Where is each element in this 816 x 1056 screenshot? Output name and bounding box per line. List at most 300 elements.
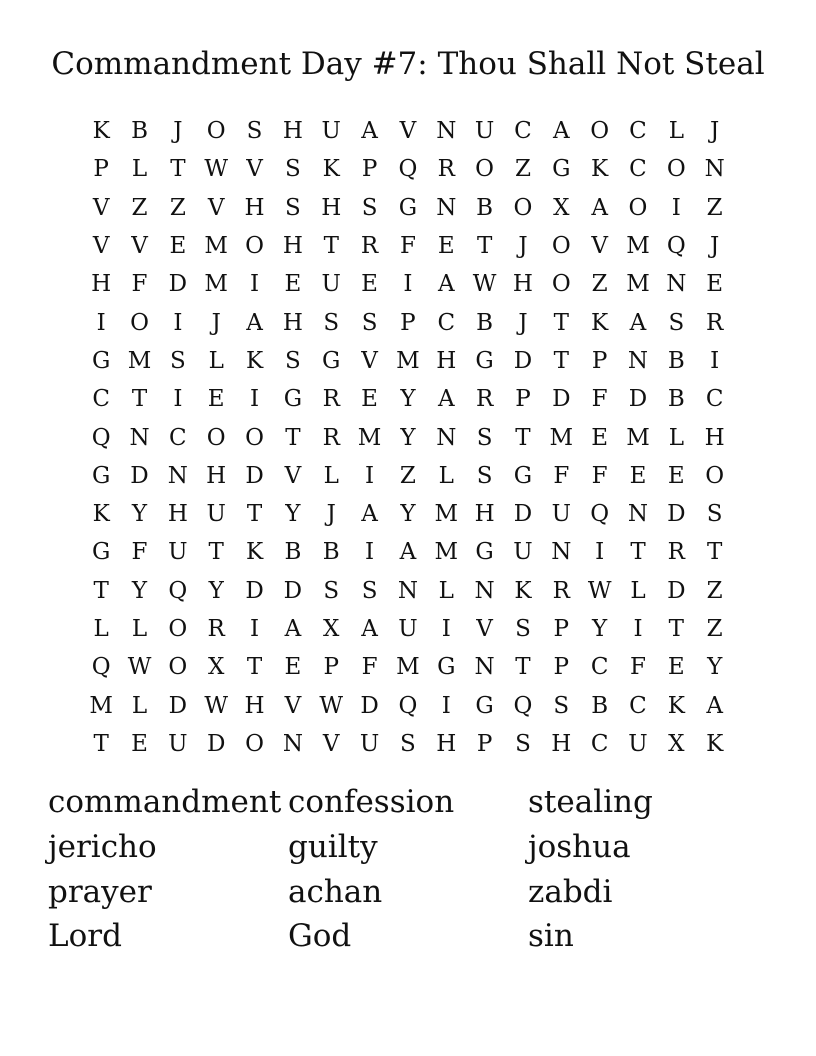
grid-letter: C — [437, 309, 456, 336]
grid-letter: A — [552, 118, 570, 145]
grid-letter: C — [705, 386, 724, 413]
grid-letter: D — [245, 577, 264, 604]
grid-letter: P — [553, 616, 570, 642]
grid-letter: S — [169, 347, 186, 374]
grid-letter: A — [399, 539, 417, 566]
grid-letter: T — [246, 501, 263, 528]
grid-letter: L — [208, 347, 224, 374]
grid-letter: V — [207, 194, 225, 221]
grid-letter: U — [321, 271, 341, 298]
grid-letter: I — [173, 386, 183, 413]
grid-row — [82, 495, 734, 533]
grid-letter: T — [553, 309, 569, 336]
grid-letter: C — [629, 118, 647, 145]
grid-letter: T — [323, 233, 339, 260]
grid-row — [82, 342, 734, 380]
grid-letter: W — [319, 692, 344, 719]
grid-letter: W — [587, 577, 612, 604]
grid-letter: Y — [400, 501, 416, 528]
grid-letter: G — [322, 347, 341, 374]
grid-letter: Z — [706, 616, 723, 642]
grid-letter: N — [627, 501, 649, 528]
grid-letter: M — [626, 424, 650, 451]
grid-letter: A — [361, 616, 378, 642]
grid-letter: O — [245, 730, 264, 757]
grid-letter: M — [434, 501, 459, 528]
grid-letter: S — [553, 692, 570, 719]
grid-letter: T — [131, 386, 148, 413]
grid-letter: U — [206, 501, 226, 528]
grid-letter: C — [169, 424, 187, 451]
grid-letter: H — [704, 424, 725, 451]
grid-letter: N — [436, 194, 457, 221]
grid-letter: H — [206, 462, 227, 489]
grid-letter: E — [284, 271, 302, 298]
grid-letter: L — [668, 118, 684, 145]
grid-letter: G — [475, 692, 494, 719]
grid-letter: M — [434, 539, 459, 566]
grid-letter: Q — [513, 692, 533, 719]
grid-letter: K — [514, 577, 532, 604]
grid-letter: I — [250, 386, 260, 413]
grid-letter: B — [322, 539, 340, 566]
grid-letter: M — [396, 654, 420, 681]
grid-letter: U — [398, 616, 418, 642]
grid-letter: L — [438, 577, 454, 604]
grid-letter: N — [282, 730, 303, 757]
grid-letter: O — [666, 156, 686, 183]
grid-letter: O — [245, 233, 264, 260]
grid-letter: J — [518, 233, 528, 260]
grid-letter: H — [512, 271, 533, 298]
grid-letter: N — [666, 271, 687, 298]
grid-row — [82, 380, 734, 418]
grid-letter: B — [284, 539, 302, 566]
word-bank-item: prayer — [48, 873, 152, 910]
grid-letter: L — [630, 577, 646, 604]
grid-row — [82, 303, 734, 341]
grid-letter: Q — [91, 424, 111, 451]
grid-letter: O — [168, 616, 188, 642]
grid-letter: Y — [400, 424, 416, 451]
grid-letter: P — [323, 654, 339, 681]
grid-letter: J — [710, 118, 720, 145]
grid-letter: L — [438, 462, 454, 489]
grid-letter: A — [629, 309, 647, 336]
word-bank-item: joshua — [528, 829, 631, 866]
word-bank-item: confession — [288, 784, 455, 821]
grid-letter: S — [668, 309, 685, 336]
grid-letter: O — [206, 118, 226, 145]
grid-row — [82, 572, 734, 610]
grid-row — [82, 686, 734, 724]
grid-letter: K — [92, 501, 110, 528]
grid-letter: S — [361, 194, 378, 221]
grid-letter: T — [668, 616, 684, 642]
grid-letter: S — [361, 309, 378, 336]
grid-letter: I — [173, 309, 183, 336]
grid-letter: V — [591, 233, 608, 260]
grid-letter: C — [514, 118, 532, 145]
grid-letter: H — [167, 501, 188, 528]
grid-letter: S — [323, 309, 340, 336]
grid-letter: T — [515, 654, 531, 681]
grid-letter: Y — [707, 654, 723, 681]
grid-letter: J — [326, 501, 336, 528]
grid-letter: B — [667, 386, 685, 413]
grid-letter: G — [91, 462, 111, 489]
grid-letter: I — [96, 309, 106, 336]
grid-letter: I — [365, 539, 375, 566]
grid-letter: I — [441, 692, 451, 719]
grid-letter: S — [515, 616, 531, 642]
grid-letter: I — [403, 271, 413, 298]
grid-letter: P — [515, 386, 531, 413]
grid-letter: E — [169, 233, 187, 260]
grid-letter: D — [168, 271, 188, 298]
grid-letter: N — [167, 462, 188, 489]
grid-letter: O — [475, 156, 495, 183]
grid-letter: J — [518, 309, 528, 336]
grid-letter: D — [206, 730, 226, 757]
grid-letter: A — [437, 386, 455, 413]
grid-letter: Y — [400, 386, 416, 413]
grid-letter: T — [476, 233, 493, 260]
grid-letter: R — [322, 386, 340, 413]
grid-letter: Q — [168, 577, 188, 604]
grid-letter: Z — [169, 194, 186, 221]
grid-letter: Z — [706, 194, 723, 221]
grid-letter: P — [93, 156, 109, 183]
grid-letter: E — [284, 654, 302, 681]
grid-letter: S — [285, 347, 301, 374]
grid-letter: E — [437, 233, 455, 260]
grid-letter: I — [250, 271, 260, 298]
grid-letter: B — [476, 194, 494, 221]
grid-letter: T — [630, 539, 646, 566]
grid-letter: V — [246, 156, 263, 183]
grid-letter: N — [627, 347, 649, 374]
grid-letter: S — [285, 194, 301, 221]
grid-letter: N — [436, 118, 457, 145]
word-bank-item: Lord — [48, 918, 122, 955]
grid-letter: M — [127, 347, 152, 374]
page-title: Commandment Day #7: Thou Shall Not Steal — [51, 46, 765, 82]
grid-letter: S — [400, 730, 416, 757]
grid-letter: H — [282, 309, 303, 336]
grid-letter: N — [397, 577, 418, 604]
grid-letter: S — [706, 501, 723, 528]
grid-letter: K — [706, 730, 724, 757]
grid-letter: P — [553, 654, 570, 681]
grid-letter: L — [668, 424, 684, 451]
grid-letter: G — [475, 347, 494, 374]
grid-letter: I — [441, 616, 451, 642]
grid-letter: F — [361, 654, 378, 681]
grid-letter: L — [131, 156, 148, 183]
word-bank-item: sin — [528, 918, 574, 955]
grid-row — [82, 725, 734, 763]
grid-letter: V — [476, 616, 493, 642]
grid-letter: P — [400, 309, 416, 336]
word-bank-item: zabdi — [528, 873, 613, 910]
grid-letter: O — [551, 271, 571, 298]
grid-letter: A — [246, 309, 263, 336]
grid-letter: D — [552, 386, 571, 413]
grid-letter: I — [250, 616, 260, 642]
grid-letter: H — [244, 692, 265, 719]
grid-letter: W — [472, 271, 497, 298]
grid-letter: G — [475, 539, 494, 566]
grid-letter: U — [474, 118, 495, 145]
grid-letter: A — [361, 118, 378, 145]
grid-letter: H — [282, 233, 303, 260]
grid-letter: L — [93, 616, 109, 642]
grid-letter: T — [93, 730, 109, 757]
grid-letter: W — [127, 654, 152, 681]
grid-letter: D — [667, 577, 686, 604]
grid-letter: Q — [398, 156, 418, 183]
grid-letter: C — [590, 654, 609, 681]
grid-letter: B — [667, 347, 685, 374]
grid-letter: R — [360, 233, 379, 260]
grid-letter: X — [323, 616, 340, 642]
grid-letter: S — [285, 156, 301, 183]
word-bank-item: God — [288, 918, 352, 955]
grid-letter: D — [667, 501, 686, 528]
grid-letter: H — [244, 194, 265, 221]
grid-letter: W — [204, 692, 229, 719]
grid-letter: V — [284, 692, 302, 719]
grid-letter: Q — [590, 501, 610, 528]
grid-letter: R — [475, 386, 494, 413]
grid-letter: Y — [131, 577, 148, 604]
grid-letter: H — [321, 194, 342, 221]
grid-letter: C — [629, 156, 647, 183]
grid-letter: P — [591, 347, 608, 374]
grid-letter: I — [710, 347, 720, 374]
grid-letter: Z — [399, 462, 416, 489]
grid-letter: V — [284, 462, 302, 489]
grid-letter: J — [211, 309, 221, 336]
grid-letter: R — [322, 424, 340, 451]
grid-letter: D — [245, 462, 264, 489]
grid-letter: H — [474, 501, 495, 528]
grid-letter: H — [91, 271, 112, 298]
grid-letter: M — [396, 347, 420, 374]
grid-letter: T — [208, 539, 224, 566]
grid-letter: V — [399, 118, 417, 145]
grid-letter: Z — [131, 194, 148, 221]
grid-letter: Z — [514, 156, 531, 183]
grid-letter: G — [91, 347, 111, 374]
grid-letter: Q — [91, 654, 111, 681]
grid-row — [82, 150, 734, 188]
grid-letter: M — [204, 233, 228, 260]
grid-letter: L — [323, 462, 339, 489]
grid-letter: Y — [131, 501, 148, 528]
grid-letter: D — [283, 577, 303, 604]
grid-letter: G — [437, 654, 456, 681]
grid-letter: N — [551, 539, 572, 566]
grid-letter: H — [282, 118, 303, 145]
grid-letter: O — [590, 118, 610, 145]
grid-letter: U — [513, 539, 533, 566]
grid-letter: T — [285, 424, 301, 451]
grid-letter: C — [629, 692, 647, 719]
grid-letter: K — [667, 692, 685, 719]
grid-letter: V — [92, 194, 110, 221]
grid-letter: C — [590, 730, 609, 757]
grid-letter: T — [553, 347, 569, 374]
grid-letter: M — [357, 424, 382, 451]
grid-letter: A — [437, 271, 455, 298]
grid-letter: V — [131, 233, 148, 260]
grid-letter: X — [208, 654, 225, 681]
grid-letter: O — [206, 424, 226, 451]
grid-letter: Q — [398, 692, 418, 719]
grid-row — [82, 418, 734, 456]
grid-letter: U — [321, 118, 341, 145]
grid-letter: K — [92, 118, 110, 145]
word-search-grid — [82, 112, 734, 763]
grid-letter: D — [130, 462, 149, 489]
grid-letter: X — [668, 730, 685, 757]
grid-letter: S — [515, 730, 531, 757]
grid-letter: Y — [208, 577, 224, 604]
grid-letter: D — [628, 386, 648, 413]
grid-letter: R — [552, 577, 570, 604]
grid-letter: N — [436, 424, 457, 451]
grid-row — [82, 648, 734, 686]
word-bank-item: guilty — [288, 829, 378, 866]
word-bank-row — [48, 825, 768, 870]
grid-letter: J — [710, 233, 720, 260]
grid-letter: E — [629, 462, 647, 489]
grid-letter: E — [667, 462, 685, 489]
grid-letter: M — [626, 271, 650, 298]
grid-letter: A — [591, 194, 608, 221]
grid-letter: U — [168, 730, 188, 757]
grid-letter: E — [667, 654, 685, 681]
grid-letter: D — [513, 347, 533, 374]
grid-letter: S — [246, 118, 263, 145]
grid-letter: G — [552, 156, 571, 183]
grid-letter: U — [359, 730, 380, 757]
grid-letter: I — [671, 194, 681, 221]
grid-letter: K — [591, 156, 609, 183]
grid-letter: Y — [592, 616, 608, 642]
grid-row — [82, 610, 734, 648]
grid-letter: F — [591, 386, 608, 413]
grid-letter: M — [89, 692, 113, 719]
grid-row — [82, 227, 734, 265]
grid-letter: M — [204, 271, 228, 298]
grid-letter: G — [513, 462, 533, 489]
grid-letter: B — [591, 692, 609, 719]
grid-letter: K — [591, 309, 609, 336]
grid-letter: S — [361, 577, 378, 604]
grid-letter: G — [398, 194, 418, 221]
grid-letter: R — [667, 539, 685, 566]
word-bank-row — [48, 780, 768, 825]
grid-letter: F — [131, 271, 148, 298]
grid-letter: A — [361, 501, 378, 528]
grid-letter: X — [553, 194, 570, 221]
grid-letter: I — [595, 539, 605, 566]
grid-letter: V — [361, 347, 378, 374]
grid-letter: T — [515, 424, 531, 451]
grid-letter: E — [361, 271, 378, 298]
grid-letter: P — [476, 730, 493, 757]
grid-letter: F — [399, 233, 416, 260]
grid-letter: F — [553, 462, 570, 489]
grid-letter: P — [361, 156, 378, 183]
word-bank-row — [48, 914, 768, 959]
grid-letter: D — [360, 692, 379, 719]
word-bank-item: stealing — [528, 784, 653, 821]
grid-letter: L — [131, 616, 148, 642]
grid-letter: T — [170, 156, 186, 183]
grid-letter: O — [628, 194, 648, 221]
grid-letter: G — [283, 386, 303, 413]
grid-letter: N — [474, 577, 495, 604]
grid-letter: T — [707, 539, 723, 566]
grid-letter: R — [706, 309, 724, 336]
grid-letter: A — [706, 692, 723, 719]
grid-letter: U — [628, 730, 648, 757]
grid-letter: Z — [591, 271, 608, 298]
grid-letter: D — [168, 692, 188, 719]
grid-letter: E — [361, 386, 378, 413]
grid-letter: H — [436, 730, 457, 757]
grid-letter: S — [476, 424, 493, 451]
grid-letter: T — [246, 654, 263, 681]
grid-letter: O — [551, 233, 571, 260]
grid-letter: H — [436, 347, 457, 374]
grid-letter: V — [322, 730, 340, 757]
grid-letter: T — [93, 577, 109, 604]
grid-letter: K — [245, 347, 264, 374]
grid-row — [82, 189, 734, 227]
grid-letter: M — [549, 424, 574, 451]
grid-letter: I — [633, 616, 643, 642]
grid-letter: L — [131, 692, 148, 719]
grid-letter: F — [591, 462, 608, 489]
grid-letter: F — [131, 539, 148, 566]
word-bank-item: commandment — [48, 784, 282, 821]
grid-letter: O — [245, 424, 264, 451]
grid-letter: J — [173, 118, 183, 145]
word-bank — [48, 780, 768, 959]
grid-letter: E — [131, 730, 148, 757]
grid-letter: C — [92, 386, 110, 413]
grid-letter: N — [474, 654, 495, 681]
grid-letter: I — [365, 462, 375, 489]
grid-letter: M — [626, 233, 650, 260]
grid-letter: U — [551, 501, 571, 528]
word-bank-item: jericho — [48, 829, 157, 866]
grid-letter: S — [476, 462, 493, 489]
grid-letter: B — [476, 309, 494, 336]
grid-letter: R — [207, 616, 225, 642]
grid-letter: E — [706, 271, 724, 298]
grid-letter: E — [591, 424, 609, 451]
grid-letter: R — [437, 156, 455, 183]
word-bank-item: achan — [288, 873, 383, 910]
grid-letter: K — [245, 539, 264, 566]
word-bank-row — [48, 869, 768, 914]
